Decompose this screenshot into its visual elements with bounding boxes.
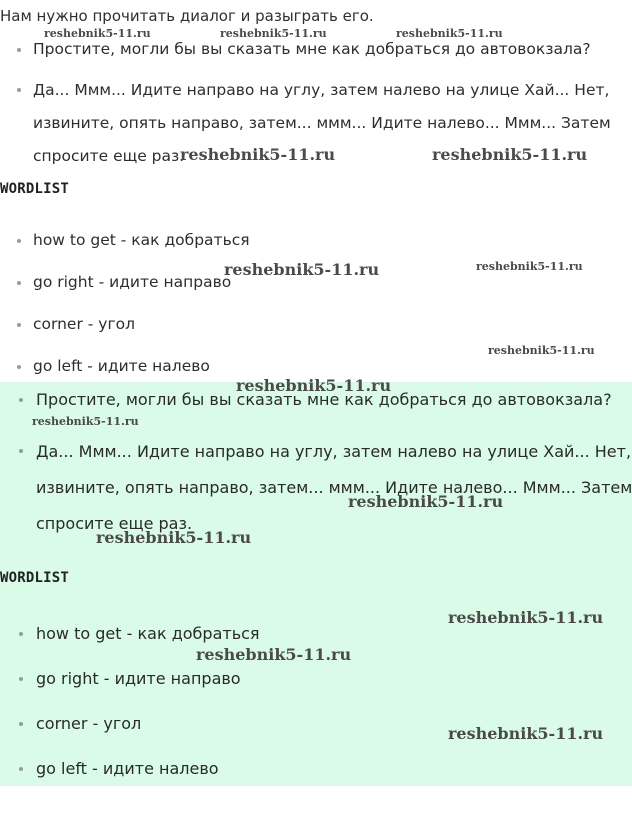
watermark: reshebnik5-11.ru (32, 415, 139, 428)
word-item-2-text: go right - идите направо (33, 273, 232, 291)
word-item-3-copy-text: corner - угол (36, 714, 142, 733)
watermark: reshebnik5-11.ru (396, 27, 503, 40)
bullet-icon (19, 722, 23, 726)
bullet-icon (19, 449, 23, 453)
dialog-line-2-copy-cont: извините, опять направо, затем... ммм... Идите налево... Ммм... Затем (36, 478, 632, 497)
word-item-3-text: corner - угол (33, 315, 135, 333)
dialog-line-2-cont: извините, опять направо, затем... ммм... Идите налево... Ммм... Затем (33, 114, 611, 132)
bullet-icon (19, 632, 23, 636)
dialog-line-1 (33, 40, 591, 58)
word-item-2-copy-text: go right - идите направо (36, 669, 241, 688)
word-item-3-copy (36, 714, 141, 733)
dialog-line-2-copy-text: Да... Ммм... Идите направо на углу, затем налево на улице Хай... Нет, (36, 442, 632, 461)
watermark: reshebnik5-11.ru (448, 608, 604, 627)
bullet-icon (19, 398, 23, 402)
word-item-3 (33, 315, 135, 333)
watermark: reshebnik5-11.ru (44, 27, 151, 40)
intro-text: Нам нужно прочитать диалог и разыграть его. (0, 7, 374, 25)
watermark: reshebnik5-11.ru (488, 344, 595, 357)
word-item-1-copy-text: how to get - как добраться (36, 624, 260, 643)
bullet-icon (19, 677, 23, 681)
bullet-icon (17, 48, 21, 52)
word-item-1-copy (36, 624, 260, 643)
dialog-line-2-text: Да... Ммм... Идите направо на углу, затем налево на улице Хай... Нет, (33, 81, 610, 99)
dialog-line-2-copy-end: спросите еще раз. (36, 514, 193, 533)
watermark: reshebnik5-11.ru (220, 27, 327, 40)
word-item-1-text: how to get - как добраться (33, 231, 250, 249)
word-item-2 (33, 273, 231, 291)
bullet-icon (17, 281, 21, 285)
word-item-4-copy (36, 759, 219, 778)
word-item-1 (33, 231, 250, 249)
word-item-4 (33, 357, 210, 375)
bullet-icon (17, 323, 21, 327)
wordlist-heading-copy: WORDLIST (0, 570, 70, 586)
watermark: reshebnik5-11.ru (448, 724, 604, 743)
word-item-4-copy-text: go left - идите налево (36, 759, 219, 778)
watermark: reshebnik5-11.ru (224, 260, 380, 279)
bullet-icon (17, 239, 21, 243)
watermark: reshebnik5-11.ru (476, 260, 583, 273)
watermark: reshebnik5-11.ru (96, 528, 252, 547)
bullet-icon (17, 365, 21, 369)
bullet-icon (19, 767, 23, 771)
watermark: reshebnik5-11.ru (180, 145, 336, 164)
word-item-4-text: go left - идите налево (33, 357, 210, 375)
dialog-line-2-copy (36, 434, 632, 542)
watermark: reshebnik5-11.ru (236, 376, 392, 395)
watermark: reshebnik5-11.ru (196, 645, 352, 664)
watermark: reshebnik5-11.ru (432, 145, 588, 164)
dialog-line-1-copy-text: Простите, могли бы вы сказать мне как добраться до автовокзала? (36, 390, 612, 409)
bullet-icon (17, 88, 21, 92)
word-item-2-copy (36, 669, 241, 688)
watermark: reshebnik5-11.ru (348, 492, 504, 511)
dialog-line-2-end: спросите еще раз. (33, 147, 185, 165)
wordlist-heading: WORDLIST (0, 181, 70, 197)
dialog-line-1-text: Простите, могли бы вы сказать мне как добраться до автовокзала? (33, 40, 591, 58)
